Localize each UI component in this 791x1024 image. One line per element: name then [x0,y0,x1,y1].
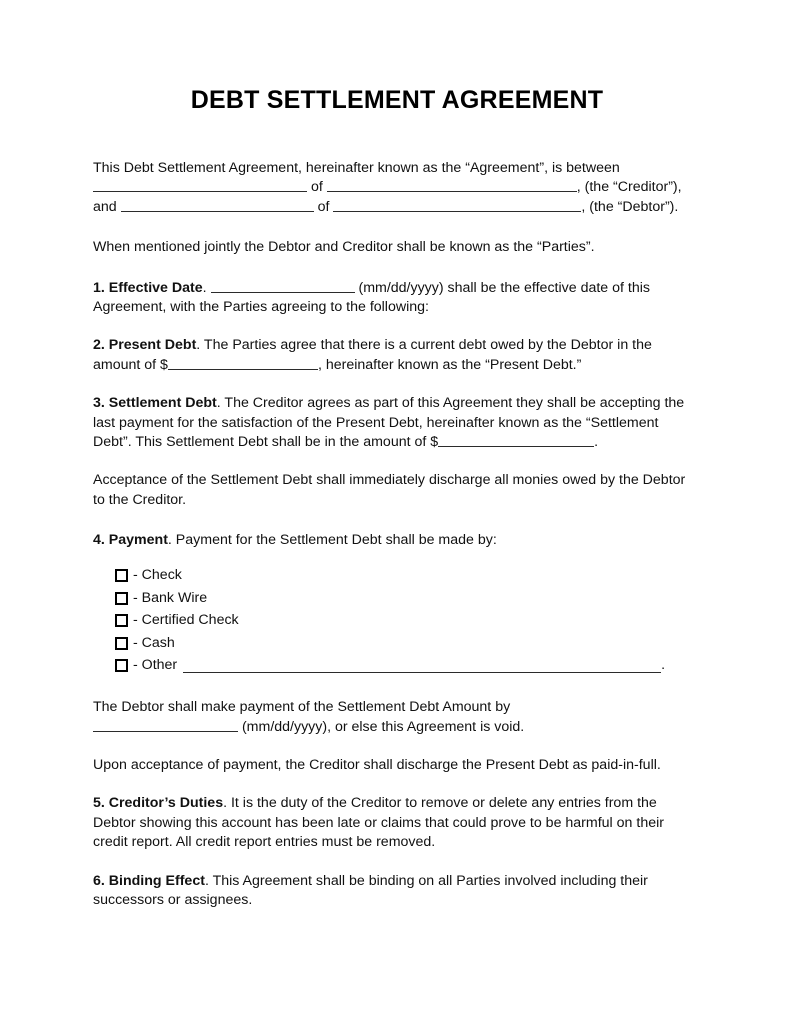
checkbox-icon[interactable] [115,569,128,582]
spacer [93,775,701,794]
payment-option-label: - Certified Check [133,612,239,629]
checkbox-icon[interactable] [115,659,128,672]
section-binding-effect-line1: . This Agreement shall be binding on all Parties involved including their [204,872,648,889]
spacer [93,115,701,159]
intro-line-1: This Debt Settlement Agreement, hereinafter known as the “Agreement”, is between [93,160,620,176]
section-binding-effect [93,872,701,911]
payment-deadline-date-blank[interactable] [93,718,238,732]
section-payment-text: . Payment for the Settlement Debt shall be made by: [167,532,497,549]
list-item[interactable] [115,632,701,655]
section-binding-effect-heading: 6. Binding Effect [93,872,205,889]
spacer [93,737,701,756]
section-payment-heading: 4. Payment [93,532,168,549]
section-creditors-duties-line2: Debtor showing this account has been late or claims that could prove to be harmful on their [93,814,664,831]
payment-option-label: - Bank Wire [133,589,208,606]
section-payment [93,531,701,550]
payment-method-list [93,565,701,678]
checkbox-icon[interactable] [115,592,128,605]
section-settlement-debt [93,394,701,452]
list-item[interactable] [115,565,701,588]
checkbox-icon[interactable] [115,637,128,650]
payment-deadline-line-1: The Debtor shall make payment of the Settlement Debt Amount by [93,699,511,716]
other-payment-suffix: . [661,657,666,674]
debtor-suffix: , (the “Debtor”). [581,198,679,215]
settlement-debt-amount-blank[interactable] [438,433,594,447]
section-present-debt [93,336,701,375]
section-effective-date-punct: . [202,279,207,296]
spacer [93,452,701,471]
discharge-paragraph: Upon acceptance of payment, the Creditor shall discharge the Present Debt as paid-in-full. [93,757,661,773]
parties-note: When mentioned jointly the Debtor and Creditor shall be known as the “Parties”. [93,239,595,256]
creditor-name-blank[interactable] [93,178,307,192]
section-present-debt-line1: . The Parties agree that there is a current debt owed by the Debtor in the [196,337,652,354]
section-settlement-debt-heading: 3. Settlement Debt [93,395,217,412]
spacer [93,853,701,872]
section-settlement-debt-line1: . The Creditor agrees as part of this Agreement they shall be accepting the [216,395,685,412]
creditor-address-blank[interactable] [327,178,577,192]
payment-deadline-format: (mm/dd/yyyy), or else this Agreement is void. [241,718,525,735]
page-title: DEBT SETTLEMENT AGREEMENT [190,86,604,114]
section-effective-date-heading: 1. Effective Date [93,279,203,296]
effective-date-continuation: Agreement, with the Parties agreeing to the following: [93,299,429,316]
acceptance-paragraph [93,471,701,510]
list-item[interactable] [115,610,701,633]
section-settlement-debt-line2: last payment for the satisfaction of the Present Debt, hereinafter known as the “Settlement [93,414,659,431]
list-item[interactable] [115,655,701,678]
list-item[interactable] [115,587,701,610]
payment-option-label: - Cash [133,634,175,651]
present-debt-amount-blank[interactable] [168,356,318,370]
spacer [93,317,701,336]
of-label-1: of [310,179,323,196]
present-debt-amount-prefix: amount of $ [93,356,168,373]
document-body [93,80,701,910]
other-payment-blank[interactable] [183,660,661,673]
spacer [93,375,701,394]
section-present-debt-heading: 2. Present Debt [93,337,197,354]
present-debt-amount-suffix: , hereinafter known as the “Present Debt.” [317,356,582,373]
debtor-address-blank[interactable] [333,198,581,212]
and-label: and [93,198,117,215]
debtor-name-blank[interactable] [121,198,314,212]
acceptance-line-2: to the Creditor. [93,491,187,508]
spacer [93,677,701,698]
section-creditors-duties [93,794,701,852]
section-creditors-duties-line3: credit report. All credit report entries must be removed. [93,834,436,851]
spacer [93,510,701,531]
checkbox-icon[interactable] [115,614,128,627]
settlement-debt-amount-suffix: . [594,434,599,451]
intro-paragraph [93,159,701,217]
payment-option-label: - Other [133,657,178,674]
section-effective-date [93,279,701,318]
payment-deadline-paragraph [93,698,701,737]
acceptance-line-1: Acceptance of the Settlement Debt shall immediately discharge all monies owed by the Debtor [93,472,686,489]
payment-option-label: - Check [133,567,182,584]
settlement-debt-amount-prefix: Debt”. This Settlement Debt shall be in the amount of $ [93,434,439,451]
section-creditors-duties-line1: . It is the duty of the Creditor to remove or delete any entries from the [223,795,657,812]
section-creditors-duties-heading: 5. Creditor’s Duties [93,795,224,812]
creditor-suffix: , (the “Creditor”), [576,179,682,196]
spacer [93,217,701,238]
effective-date-format: (mm/dd/yyyy) shall be the effective date of this [358,279,650,296]
section-binding-effect-line2: successors or assignees. [93,892,253,909]
spacer [93,551,701,565]
effective-date-blank[interactable] [211,279,355,293]
spacer [93,258,701,279]
of-label-2: of [317,198,330,215]
